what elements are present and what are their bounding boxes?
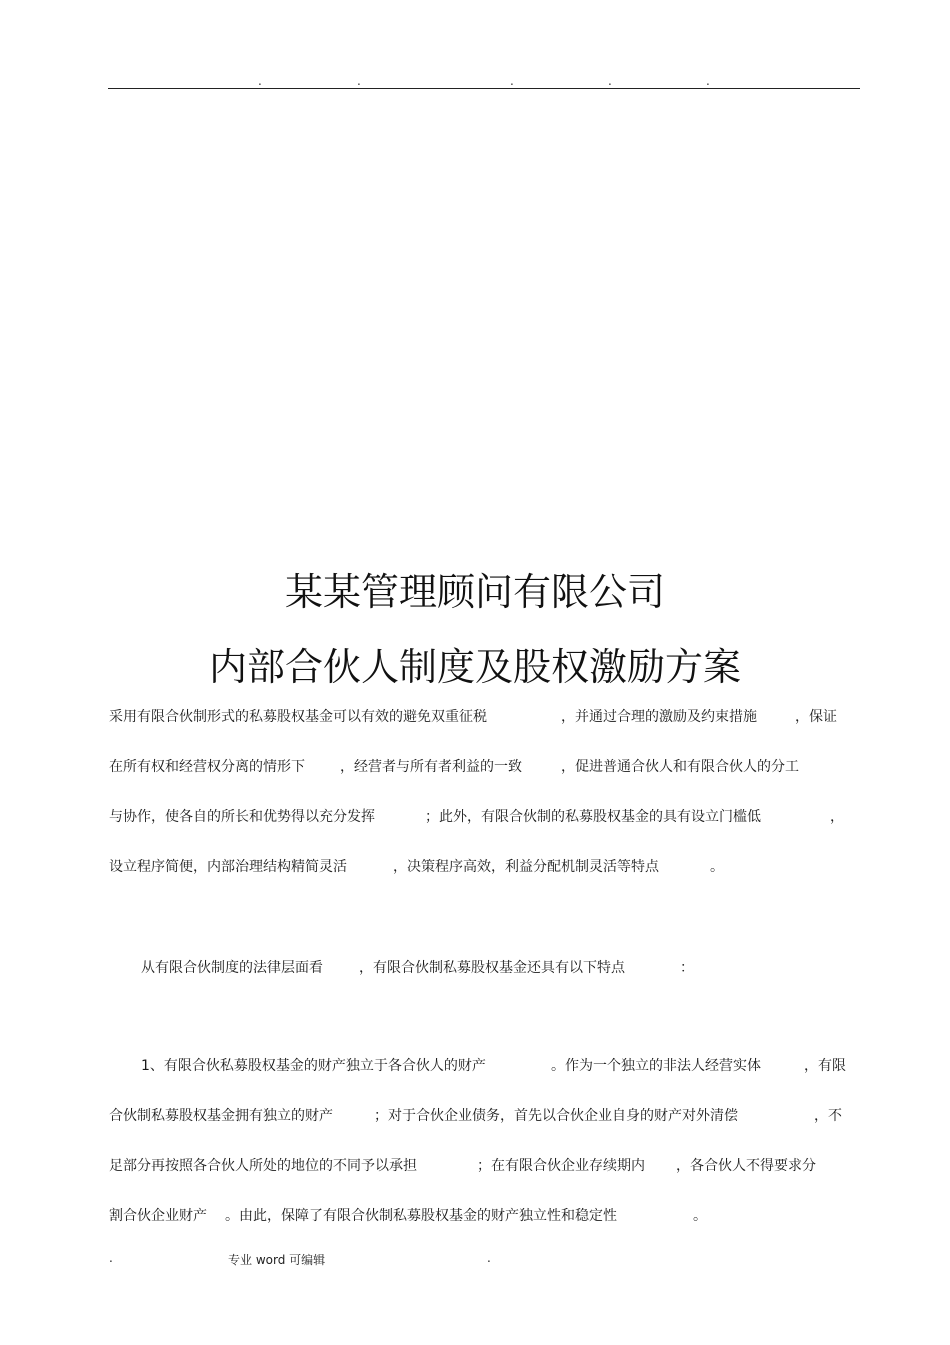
header-dot: . [258,74,262,88]
para1-line3-a: 与协作，使各自的所长和优势得以充分发挥 [109,809,375,825]
para1-line2-c: ，促进普通合伙人和有限合伙人的分工 [561,759,799,775]
para3-line1-b: 。作为一个独立的非法人经营实体 [551,1058,761,1074]
para3-line2-c: ，不 [814,1108,842,1124]
para1-line3-c: ， [830,809,844,825]
para2-c: ： [680,960,694,976]
footer-dot: . [487,1251,491,1265]
para3-line4-c: 。 [693,1208,707,1224]
para1-line1-a: 采用有限合伙制形式的私募股权基金可以有效的避免双重征税 [109,709,487,725]
para3-line2-a: 合伙制私募股权基金拥有独立的财产 [109,1108,333,1124]
para1-line1-b: ，并通过合理的激励及约束措施 [561,709,757,725]
footer-dot: . [109,1251,113,1265]
para3-line3-a: 足部分再按照各合伙人所处的地位的不同予以承担 [109,1158,417,1174]
para3-line1-a: 1、有限合伙私募股权基金的财产独立于各合伙人的财产 [141,1058,486,1074]
para3-line3-c: ，各合伙人不得要求分 [676,1158,816,1174]
para1-line4-a: 设立程序简便，内部治理结构精简灵活 [109,859,347,875]
title-company: 某某管理顾问有限公司 [284,570,665,614]
footer-label: 专业 word 可编辑 [228,1253,326,1267]
para2-a: 从有限合伙制度的法律层面看 [141,960,323,976]
header-dot: . [510,74,514,88]
para3-line4-a: 割合伙企业财产 [109,1208,207,1224]
para3-line3-b: ；在有限合伙企业存续期内 [477,1158,645,1174]
header-dot: . [357,74,361,88]
para1-line4-b: ，决策程序高效，利益分配机制灵活等特点 [393,859,659,875]
header-rule [108,88,860,89]
para1-line4-c: 。 [710,859,724,875]
para1-line2-a: 在所有权和经营权分离的情形下 [109,759,305,775]
para3-line2-b: ；对于合伙企业债务，首先以合伙企业自身的财产对外清偿 [374,1108,738,1124]
header-dot: . [706,74,710,88]
title-document: 内部合伙人制度及股权激励方案 [208,645,741,689]
para3-line1-c: ，有限 [804,1058,846,1074]
header-dot: . [608,74,612,88]
para1-line1-c: ，保证 [795,709,837,725]
para2-b: ，有限合伙制私募股权基金还具有以下特点 [359,960,625,976]
para1-line3-b: ；此外，有限合伙制的私募股权基金的具有设立门槛低 [425,809,761,825]
para3-line4-b: 。由此，保障了有限合伙制私募股权基金的财产独立性和稳定性 [225,1208,617,1224]
para1-line2-b: ，经营者与所有者利益的一致 [340,759,522,775]
